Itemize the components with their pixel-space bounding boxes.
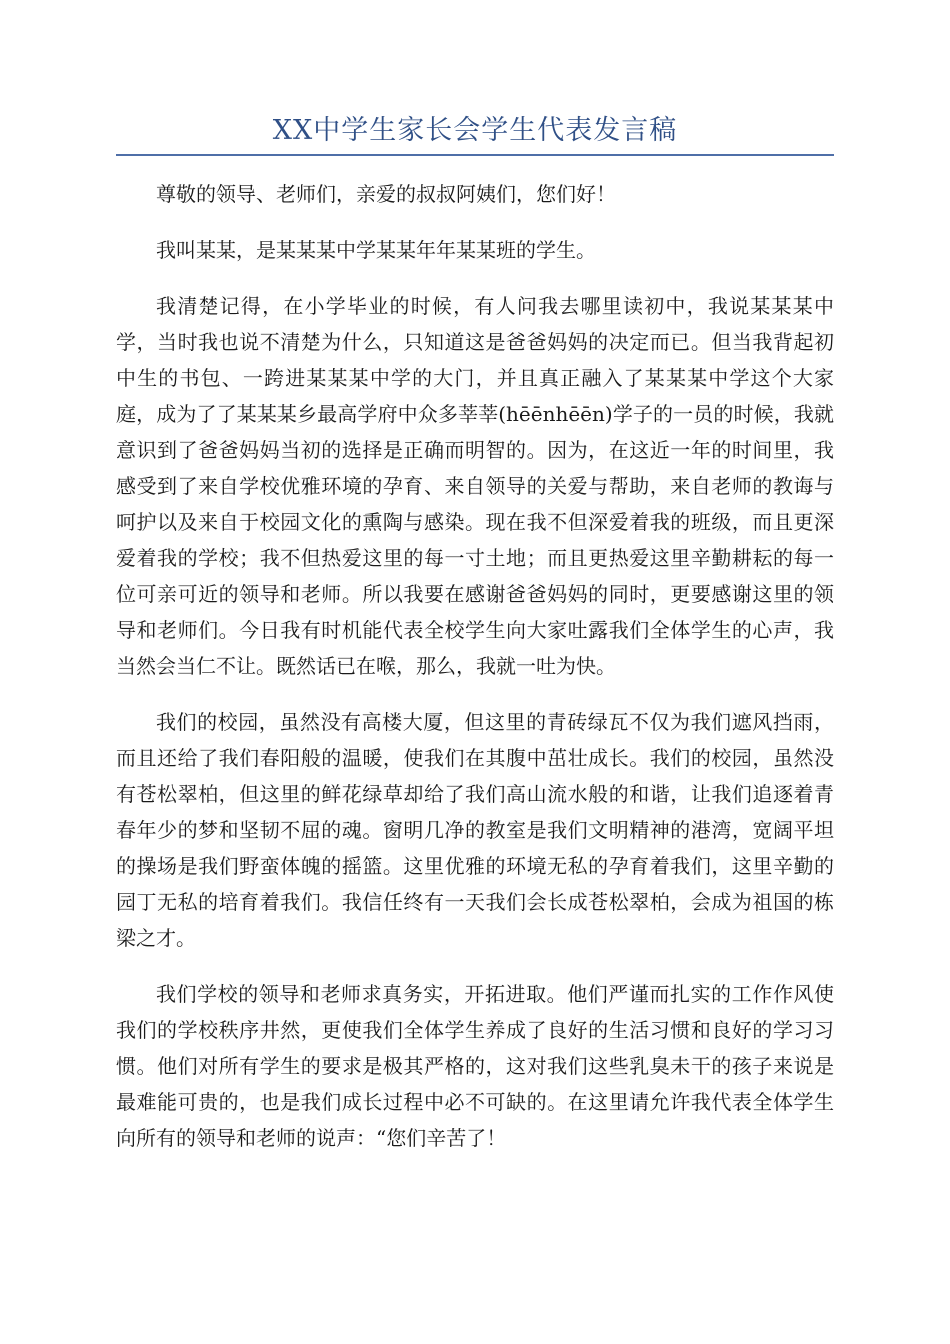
document-title: XX中学生家长会学生代表发言稿 (272, 115, 678, 146)
paragraph-school-choice: 我清楚记得，在小学毕业的时候，有人问我去哪里读初中，我说某某某中学，当时我也说不清楚为什么，只知道这是爸爸妈妈的决定而已。但当我背起初中生的书包、一跨进某某某中学的大门，并且真正融入了某某某中学这个大家庭，成为了了某某某乡最高学府中众多莘莘(hēēnhēēn)学子的一员的时候，我就意识到了爸爸妈妈当初的选择是正确而明智的。因为，在这近一年的时间里，我感受到了来自学校优雅环境的孕育、来自领导的关爱与帮助，来自老师的教诲与呵护以及来自于校园文化的熏陶与感染。现在我不但深爱着我的班级，而且更深爱着我的学校；我不但热爱这里的每一寸土地；而且更热爱这里辛勤耕耘的每一位可亲可近的领导和老师。所以我要在感谢爸爸妈妈的同时，更要感谢这里的领导和老师们。今日我有时机能代表全校学生向大家吐露我们全体学生的心声，我当然会当仁不让。既然话已在喉，那么，我就一吐为快。 (116, 294, 834, 678)
paragraph-greeting: 尊敬的领导、老师们，亲爱的叔叔阿姨们，您们好！ (156, 182, 616, 206)
document-body (116, 176, 834, 1176)
paragraph-teachers: 我们学校的领导和老师求真务实，开拓进取。他们严谨而扎实的工作作风使我们的学校秩序井然，更使我们全体学生养成了良好的生活习惯和良好的学习习惯。他们对所有学生的要求是极其严格的，这对我们这些乳臭未干的孩子来说是最难能可贵的，也是我们成长过程中必不可缺的。在这里请允许我代表全体学生向所有的领导和老师的说声：“您们辛苦了！ (116, 982, 834, 1150)
paragraph-introduction: 我叫某某，是某某某中学某某年年某某班的学生。 (156, 238, 596, 262)
title-underline (116, 154, 834, 156)
paragraph-campus: 我们的校园，虽然没有高楼大厦，但这里的青砖绿瓦不仅为我们遮风挡雨，而且还给了我们春阳般的温暖，使我们在其腹中茁壮成长。我们的校园，虽然没有苍松翠柏，但这里的鲜花绿草却给了我们高山流水般的和谐，让我们追逐着青春年少的梦和坚韧不屈的魂。窗明几净的教室是我们文明精神的港湾，宽阔平坦的操场是我们野蛮体魄的摇篮。这里优雅的环境无私的孕育着我们，这里辛勤的园丁无私的培育着我们。我信任终有一天我们会长成苍松翠柏，会成为祖国的栋梁之才。 (116, 710, 834, 950)
